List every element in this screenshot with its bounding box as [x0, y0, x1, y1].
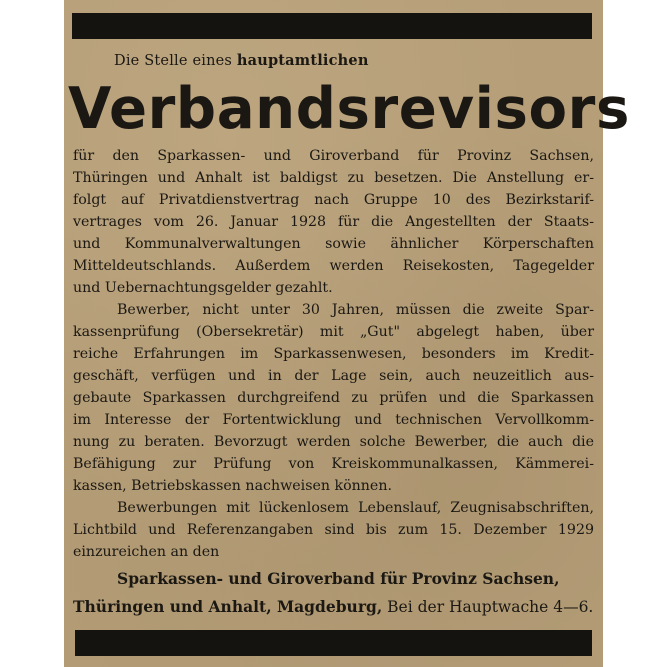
bottom-black-rule	[75, 630, 592, 656]
headline: Verbandsrevisors	[68, 76, 630, 142]
text-line: und Uebernachtungsgelder gezahlt.	[73, 280, 333, 296]
kicker-emphasis: hauptamtlichen	[236, 52, 369, 69]
paragraph-position-terms	[73, 145, 594, 299]
text-line: im Interesse der Fortentwicklung und technischen Vervollkomm-	[73, 412, 594, 428]
text-line: vertrages vom 26. Januar 1928 für die Angestellten der Staats-	[73, 214, 594, 230]
address-line-1: Sparkassen- und Giroverband für Provinz Sachsen,	[117, 569, 560, 588]
text-line: und Kommunalverwaltungen sowie ähnlicher Körperschaften	[73, 236, 594, 252]
text-line: einzureichen an den	[73, 544, 220, 560]
top-black-rule	[72, 13, 592, 39]
text-line: reiche Erfahrungen im Sparkassenwesen, besonders im Kredit-	[73, 346, 594, 362]
text-line: Mitteldeutschlands. Außerdem werden Reisekosten, Tagegelder	[73, 258, 594, 274]
newspaper-clipping	[64, 0, 630, 667]
address-city: Thüringen und Anhalt, Magdeburg,	[73, 597, 383, 616]
address-street: Bei der Hauptwache 4—6.	[382, 598, 594, 616]
text-line: Thüringen und Anhalt ist baldigst zu besetzen. Die Anstellung er-	[73, 170, 594, 186]
text-line: Lichtbild und Referenzangaben sind bis zum 15. Dezember 1929	[73, 522, 594, 538]
kicker-prefix: Die Stelle eines	[114, 53, 233, 69]
text-line: Befähigung zur Prüfung von Kreiskommunalkassen, Kämmerei-	[73, 456, 594, 472]
text-line: geschäft, verfügen und in der Lage sein, auch neuzeitlich aus-	[73, 368, 594, 384]
paragraph-application	[73, 497, 594, 563]
text-line: gebaute Sparkassen durchgreifend zu prüfen und die Sparkassen	[73, 390, 594, 406]
text-line: Bewerber, nicht unter 30 Jahren, müssen die zweite Spar-	[117, 302, 594, 318]
contact-address	[73, 565, 594, 621]
text-line: für den Sparkassen- und Giroverband für Provinz Sachsen,	[73, 148, 594, 164]
kicker-line	[114, 52, 369, 69]
text-line: Bewerbungen mit lückenlosem Lebenslauf, Zeugnisabschriften,	[117, 500, 594, 516]
text-line: kassenprüfung (Obersekretär) mit „Gut" abgelegt haben, über	[73, 324, 594, 340]
address-line-2	[73, 593, 594, 621]
text-line: nung zu beraten. Bevorzugt werden solche Bewerber, die auch die	[73, 434, 594, 450]
text-line: folgt auf Privatdienstvertrag nach Gruppe 10 des Bezirkstarif-	[73, 192, 594, 208]
paragraph-requirements	[73, 299, 594, 497]
advertisement-body	[73, 145, 594, 563]
text-line: kassen, Betriebskassen nachweisen können.	[73, 478, 392, 494]
